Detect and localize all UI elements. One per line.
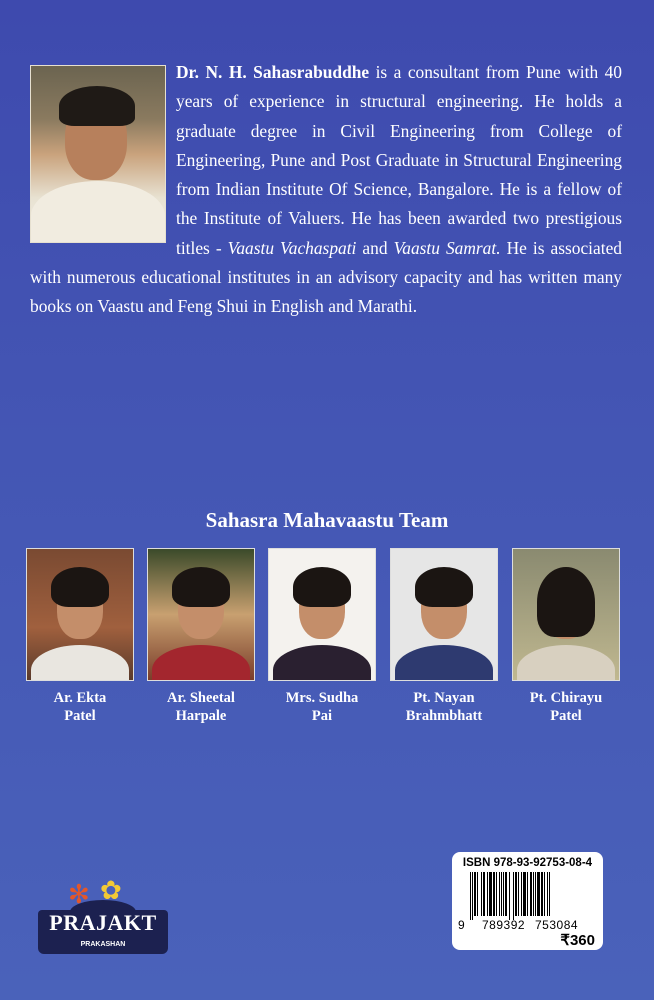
- member-photo: [390, 548, 498, 681]
- team-title: Sahasra Mahavaastu Team: [205, 508, 449, 532]
- member-name-line2: Harpale: [175, 708, 227, 724]
- member-photo: [26, 548, 134, 681]
- isbn-text: ISBN 978-93-92753-08-4: [462, 857, 593, 869]
- member-name-line1: Pt. Chirayu: [529, 690, 603, 706]
- team-member: [26, 548, 134, 725]
- team-member: [512, 548, 620, 725]
- barcode-bars: [470, 872, 551, 920]
- price: ₹360: [560, 932, 595, 949]
- member-photo: [268, 548, 376, 681]
- barcode-digit-first: 9: [458, 918, 465, 932]
- member-name-line2: Brahmbhatt: [405, 708, 483, 724]
- bio-text: is a consultant from Pune with 40 years of experience in structural engineering. He holds a graduate degree in Civil Engineering from College of Engineering, Pune and Post Graduate in Structural Engineering from Indian Institute Of Science, Bangalore. He is a fellow of the Institute of Valuers. He has been awarded two prestigious titles -: [176, 62, 622, 258]
- member-photo: [512, 548, 620, 681]
- barcode-digits-left: 789392: [482, 918, 526, 932]
- member-name-line2: Patel: [550, 708, 582, 724]
- publisher-logo: [38, 876, 168, 956]
- author-photo: [30, 65, 166, 243]
- bio-title-2: Vaastu Samrat.: [393, 237, 501, 258]
- member-name-line2: Pai: [311, 708, 333, 724]
- team-member: [390, 548, 498, 725]
- bio-and: and: [356, 237, 394, 258]
- publisher-sub: PRAKASHAN: [80, 941, 126, 948]
- team-member: [147, 548, 255, 725]
- member-name-line1: Ar. Ekta: [53, 690, 107, 706]
- member-name-line1: Pt. Nayan: [413, 690, 475, 706]
- team-member: [268, 548, 376, 725]
- barcode-digits-right: 753084: [535, 918, 579, 932]
- flower-icon: ✻: [68, 880, 90, 909]
- bio-text-2: He is associated with numerous educational institutes in an advisory capacity and has written many books on Vaastu and Feng Shui in English and Marathi.: [30, 237, 622, 317]
- barcode-bar: [550, 872, 551, 920]
- author-bio: [30, 58, 622, 322]
- member-photo: [147, 548, 255, 681]
- isbn-barcode-label: [452, 852, 603, 950]
- flower-icon: ✿: [100, 876, 122, 905]
- publisher-name: PRAJAKT: [49, 910, 157, 935]
- member-name-line2: Patel: [64, 708, 96, 724]
- author-name: Dr. N. H. Sahasrabuddhe: [176, 62, 370, 82]
- member-name-line1: Mrs. Sudha: [285, 690, 359, 706]
- member-name-line1: Ar. Sheetal: [167, 690, 235, 706]
- bio-title-1: Vaastu Vachaspati: [227, 237, 357, 258]
